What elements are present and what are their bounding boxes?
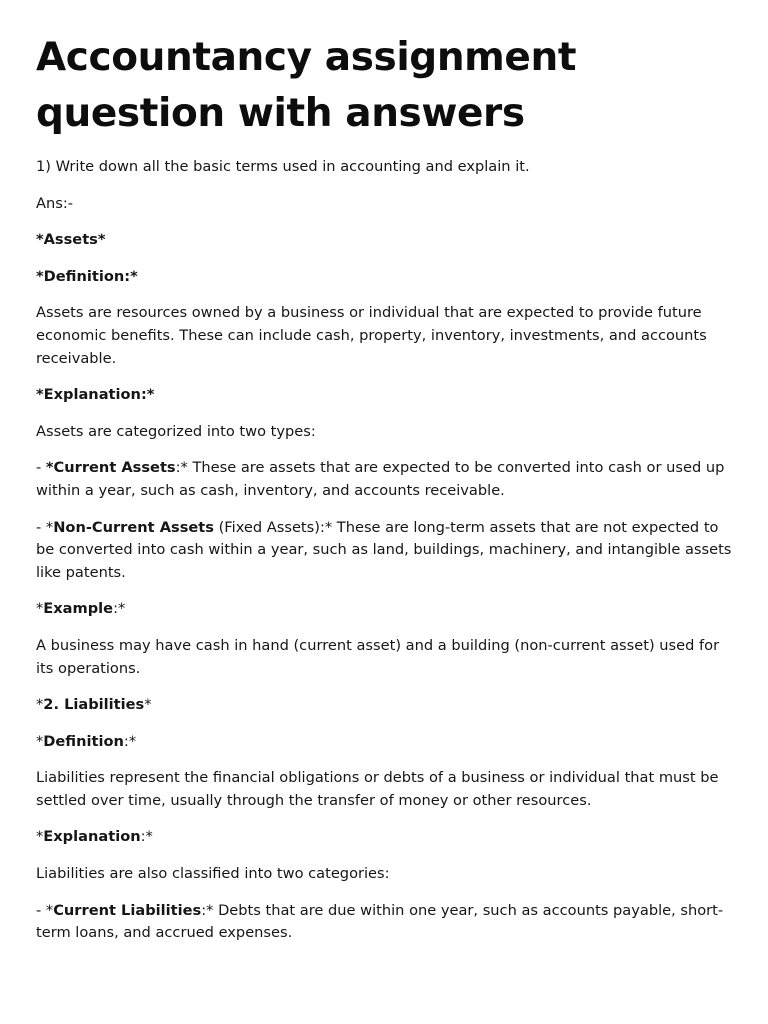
non-current-assets-prefix: - * xyxy=(36,518,54,536)
question-text: 1) Write down all the basic terms used in accounting and explain it. xyxy=(36,158,530,175)
liabilities-heading xyxy=(36,694,736,717)
assets-example-prefix: * xyxy=(36,600,44,618)
non-current-assets-text: (Fixed Assets):* These are long-term assets that are not expected to be converted into cash within a year, such as land, buildings, machinery, and intangible assets like patents. xyxy=(36,518,732,581)
current-assets-term: *Current Assets xyxy=(45,459,176,477)
assets-example-suffix: :* xyxy=(113,600,126,618)
liabilities-heading-prefix: * xyxy=(36,696,44,714)
liabilities-explanation-label xyxy=(36,826,736,849)
liabilities-definition-text: Liabilities represent the financial obligations or debts of a business or individual that must be settled over time, usually through the transfer of money or other resources. xyxy=(36,769,719,809)
assets-example-text: A business may have cash in hand (current asset) and a building (non-current asset) used for its operations. xyxy=(36,636,720,677)
current-assets-item xyxy=(36,457,736,502)
current-assets-text: :* These are assets that are expected to be converted into cash or used up within a year, such as cash, inventory, and accounts receivable. xyxy=(36,459,725,499)
liabilities-explanation-term: Explanation xyxy=(43,828,141,846)
liabilities-explanation-suffix: :* xyxy=(140,828,153,846)
answer-label: Ans:- xyxy=(36,194,74,212)
assets-explanation-label: *Explanation:* xyxy=(36,386,155,404)
liabilities-definition-suffix: :* xyxy=(123,732,137,750)
liabilities-definition-term: Definition xyxy=(43,732,124,750)
assets-definition-text: Assets are resources owned by a business or individual that are expected to provide future economic benefits. These can include cash, property, inventory, investments, and accounts receivable. xyxy=(36,304,707,367)
document-page xyxy=(36,30,736,959)
current-liabilities-item xyxy=(36,900,736,945)
current-liabilities-term: Current Liabilities xyxy=(53,901,202,919)
liabilities-explanation-prefix: * xyxy=(36,828,44,846)
current-assets-prefix: - xyxy=(36,459,46,477)
assets-heading: *Assets* xyxy=(36,231,106,249)
current-liabilities-text: :* Debts that are due within one year, such as accounts payable, short-term loans, and accrued expenses. xyxy=(36,901,724,942)
liabilities-explanation-intro: Liabilities are also classified into two categories: xyxy=(36,865,390,883)
assets-definition-label: *Definition:* xyxy=(36,267,138,285)
current-liabilities-prefix: - * xyxy=(36,901,54,919)
liabilities-heading-suffix: * xyxy=(144,696,152,714)
non-current-assets-term: Non-Current Assets xyxy=(53,518,214,536)
assets-example-label xyxy=(36,598,736,621)
page-title: Accountancy assignment question with answers xyxy=(36,35,577,136)
assets-example-term: Example xyxy=(43,600,114,618)
liabilities-definition-prefix: * xyxy=(36,732,44,750)
non-current-assets-item xyxy=(36,517,736,585)
liabilities-definition-label xyxy=(36,731,736,754)
assets-explanation-intro: Assets are categorized into two types: xyxy=(36,422,316,440)
liabilities-heading-term: 2. Liabilities xyxy=(43,696,145,714)
